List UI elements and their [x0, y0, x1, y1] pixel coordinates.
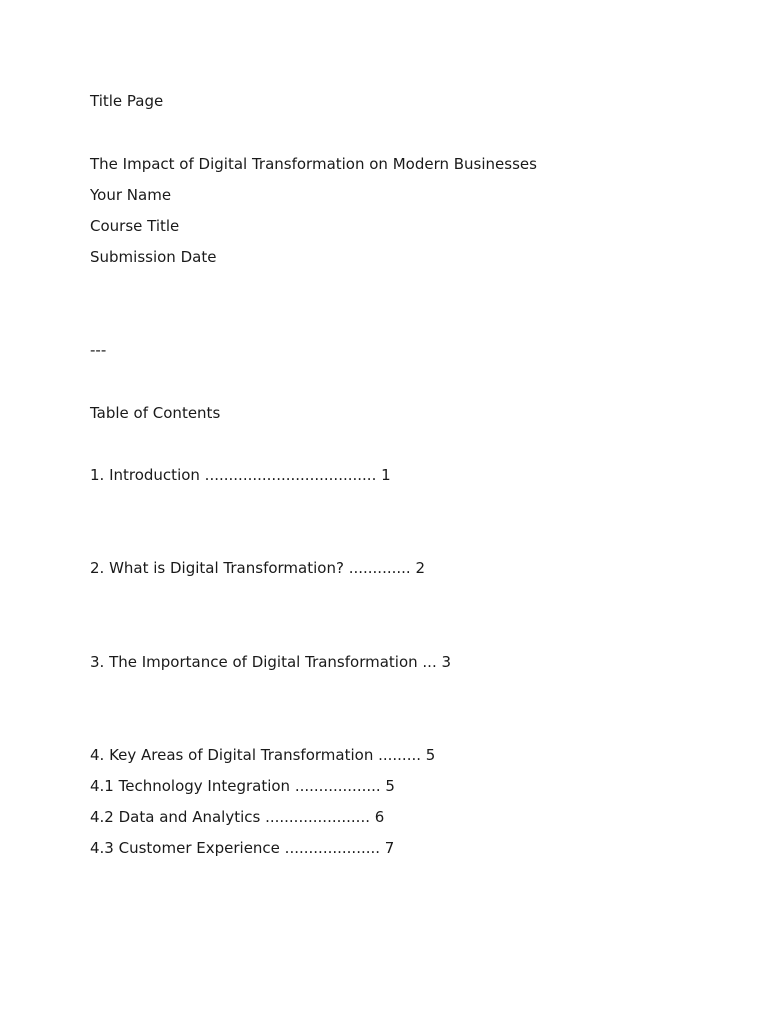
course-title: Course Title	[90, 217, 180, 235]
document-title: The Impact of Digital Transformation on Modern Businesses	[90, 155, 537, 173]
author-name: Your Name	[90, 186, 172, 204]
toc-entry: 4.1 Technology Integration .................. 5	[90, 777, 395, 795]
toc-entry: 3. The Importance of Digital Transformation ... 3	[90, 653, 452, 671]
submission-date: Submission Date	[90, 248, 217, 266]
toc-heading: Table of Contents	[90, 404, 221, 422]
toc-entry: 4.3 Customer Experience .................... 7	[90, 839, 395, 857]
section-separator: ---	[90, 341, 107, 359]
toc-entry: 2. What is Digital Transformation? ............. 2	[90, 559, 425, 577]
toc-entry: 1. Introduction .................................... 1	[90, 466, 391, 484]
toc-entry: 4. Key Areas of Digital Transformation ......... 5	[90, 746, 436, 764]
title-page-heading: Title Page	[90, 92, 164, 110]
toc-entry: 4.2 Data and Analytics ...................... 6	[90, 808, 385, 826]
